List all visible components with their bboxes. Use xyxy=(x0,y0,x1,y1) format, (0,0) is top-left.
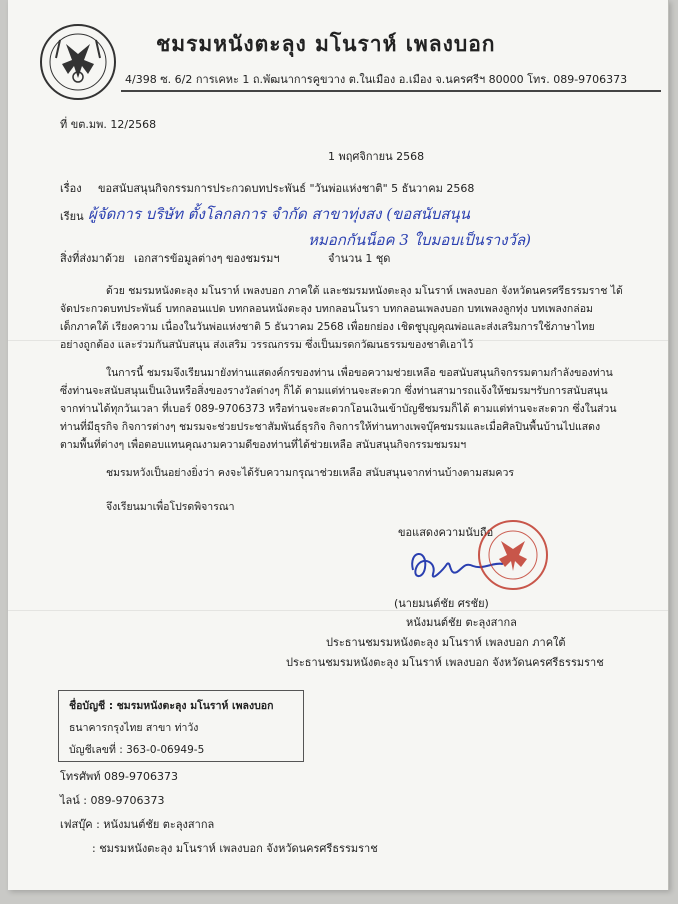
enclosure-label: สิ่งที่ส่งมาด้วย xyxy=(60,252,125,265)
contact-phone: โทรศัพท์ 089-9706373 xyxy=(60,770,179,783)
org-title: ชมรมหนังตะลุง มโนราห์ เพลงบอก xyxy=(156,32,496,56)
org-address: 4/398 ซ. 6/2 การเคหะ 1 ถ.พัฒนาการคูขวาง ต.ในเมือง อ.เมือง จ.นครศรีฯ 80000 โทร. 089-9706373 xyxy=(125,73,628,86)
body-line: จากท่านได้ทุกวันเวลา ที่เบอร์ 089-9706373 หรือท่านจะสะดวกโอนเงินเข้าบัญชีชมรมก็ได้ ตามแต่ท่านจะสะดวก ซึ่งในส่วน xyxy=(60,403,617,415)
account-number: บัญชีเลขที่ : 363-0-06949-5 xyxy=(69,744,205,756)
header-rule xyxy=(121,90,661,92)
body-line: จัดประกวดบทประพันธ์ บทกลอนแปด บทกลอนหนังตะลุง บทกลอนโนรา บทกลอนเพลงบอก บทเพลงลูกทุ่ง บทเพลงกล่อม xyxy=(60,303,593,315)
recipient-handwritten-line-2: หมอกกันน็อค 3 ใบมอบเป็นรางวัล) xyxy=(308,231,532,249)
body-line: ท่านที่มีธุรกิจ กิจการต่างๆ ชมรมจะช่วยประชาสัมพันธ์ธุรกิจ กิจการให้ท่านทางเพจบุ๊คชมรมและเมื่อศิลปินพื้นบ้านไปแสดง xyxy=(60,421,601,433)
contact-line: ไลน์ : 089-9706373 xyxy=(60,794,165,807)
body-line: ซึ่งท่านจะสนับสนุนเป็นเงินหรือสิ่งของรางวัลต่างๆ ก็ได้ ตามแต่ท่านจะสะดวก ซึ่งท่านสามารถแจ้งให้ชมรมฯรับการสนับสนุน xyxy=(60,385,608,397)
org-stamp-icon xyxy=(473,515,553,595)
body-line: เด็กภาคใต้ เรียงความ เนื่องในวันพ่อแห่งชาติ 5 ธันวาคม 2568 เพื่อยกย่อง เชิดชูบุญคุณพ่อและส่งเสริมการใช้ภาษาไทย xyxy=(60,321,595,333)
signer-name-paren: (นายมนต์ชัย ศรชัย) xyxy=(394,597,489,610)
letter-paper xyxy=(8,0,669,890)
body-line: อย่างถูกต้อง และร่วมกันสนับสนุน ส่งเสริม วรรณกรรม ซึ่งเป็นมรดกวัฒนธรรมของชาติเอาไว้ xyxy=(60,339,474,351)
to-label: เรียน xyxy=(60,210,84,223)
contact-facebook-page: : ชมรมหนังตะลุง มโนราห์ เพลงบอก จังหวัดนครศรีธรรมราช xyxy=(92,842,378,855)
contact-facebook-personal: เฟสบุ๊ค : หนังมนต์ชัย ตะลุงสากล xyxy=(60,818,215,831)
fold-line xyxy=(8,610,668,611)
enclosure-text: เอกสารข้อมูลต่างๆ ของชมรมฯ xyxy=(134,252,280,265)
subject-label: เรื่อง xyxy=(60,182,82,195)
enclosure-quantity: จำนวน 1 ชุด xyxy=(328,252,391,265)
account-bank: ธนาคารกรุงไทย สาขา ท่าวัง xyxy=(69,722,199,734)
reference-number: ที่ ขต.มพ. 12/2568 xyxy=(60,118,157,131)
closing-request: จึงเรียนมาเพื่อโปรดพิจารณา xyxy=(106,501,235,513)
closing-phrase: ขอแสดงความนับถือ xyxy=(398,526,494,539)
body-line: ด้วย ชมรมหนังตะลุง มโนราห์ เพลงบอก ภาคใต้ และชมรมหนังตะลุง มโนราห์ เพลงบอก จังหวัดนครศรีธรรมราช ได้ xyxy=(106,285,623,297)
body-line: ในการนี้ ชมรมจึงเรียนมายังท่านแสดงค์กรของท่าน เพื่อขอความช่วยเหลือ ขอสนับสนุนกิจกรรมตามกำลังของท่าน xyxy=(106,367,613,379)
bank-account-box xyxy=(58,690,304,762)
account-name: ชื่อบัญชี : ชมรมหนังตะลุง มโนราห์ เพลงบอก xyxy=(69,700,274,712)
letter-date: 1 พฤศจิกายน 2568 xyxy=(328,150,425,163)
body-line: ชมรมหวังเป็นอย่างยิ่งว่า คงจะได้รับความกรุณาช่วยเหลือ สนับสนุนจากท่านบ้างตามสมควร xyxy=(106,467,514,479)
signer-name: หนังมนต์ชัย ตะลุงสากล xyxy=(406,616,517,629)
signer-title-province: ประธานชมรมหนังตะลุง มโนราห์ เพลงบอก จังหวัดนครศรีธรรมราช xyxy=(286,656,604,669)
org-logo-icon xyxy=(38,22,118,102)
recipient-handwritten-line-1: ผู้จัดการ บริษัท ตั้งโลกลการ จำกัด สาขาทุ่งสง (ขอสนับสนุน xyxy=(88,205,470,223)
subject-text: ขอสนับสนุนกิจกรรมการประกวดบทประพันธ์ "วันพ่อแห่งชาติ" 5 ธันวาคม 2568 xyxy=(98,182,475,195)
signer-title-south: ประธานชมรมหนังตะลุง มโนราห์ เพลงบอก ภาคใต้ xyxy=(326,636,566,649)
body-line: ตามพื้นที่ต่างๆ เพื่อตอบแทนคุณงามความดีของท่านที่ได้ช่วยเหลือ สนับสนุนกิจกรรมชมรมฯ xyxy=(60,439,467,451)
